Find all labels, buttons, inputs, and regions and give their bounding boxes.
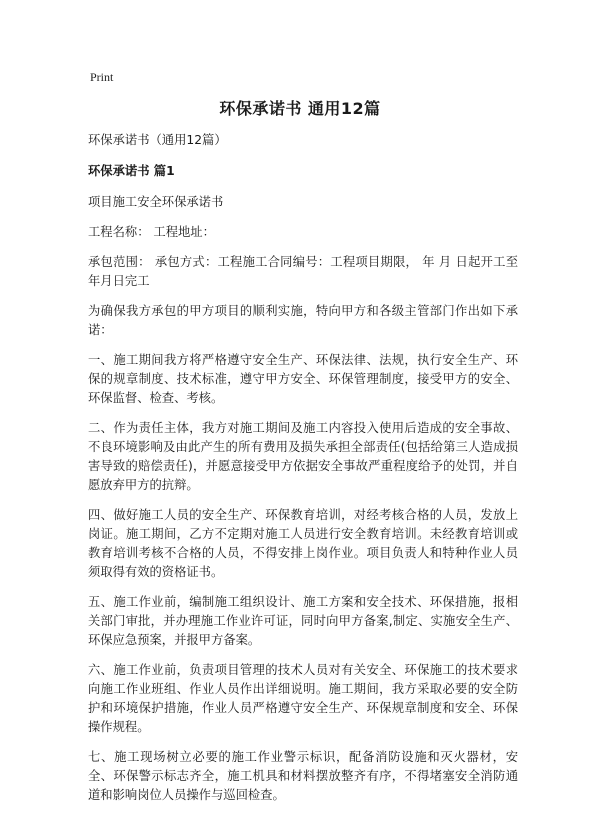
document-subtitle: 环保承诺书（通用12篇） [88,133,227,147]
paragraph-project-title: 项目施工安全环保承诺书 [88,195,224,209]
paragraph-clause-7: 七、施工现场树立必要的施工作业警示标识，配备消防设施和灭火器材，安全、环保警示标志齐全，施工机具和材料摆放整齐有序，不得堵塞安全消防通道和影响岗位人员操作与巡回检查。 [88,750,518,802]
document-body [88,131,518,816]
paragraph-clause-4: 四、做好施工人员的安全生产、环保教育培训，对经考核合格的人员，发放上岗证。施工期间，乙方不定期对施工人员进行安全教育培训。未经教育培训或教育培训考核不合格的人员，不得安排上岗作业。项目负责人和特种作业人员须取得有效的资格证书。 [88,508,518,579]
document-title: 环保承诺书 通用12篇 [219,99,381,118]
paragraph-clause-2: 二、作为责任主体，我方对施工期间及施工内容投入使用后造成的安全事故、不良环境影响及由此产生的所有费用及损失承担全部责任(包括给第三人造成损害导致的赔偿责任)，并愿意接受甲方依据安全事故严重程度给予的处罚，并自愿放弃甲方的抗辩。 [88,421,518,492]
paragraph-preamble: 为确保我方承包的甲方项目的顺利实施，特向甲方和各级主管部门作出如下承诺： [88,304,518,337]
section-heading: 环保承诺书 篇1 [88,164,175,178]
paragraph-project-name: 工程名称： 工程地址： [88,225,215,239]
print-label: Print [90,70,114,84]
paragraph-contract-scope: 承包范围： 承包方式：工程施工合同编号：工程项目期限， 年 月 日起开工至年月日完工 [88,255,518,288]
paragraph-clause-1: 一、施工期间我方将严格遵守安全生产、环保法律、法规，执行安全生产、环保的规章制度、技术标准，遵守甲方安全、环保管理制度，接受甲方的安全、环保监督、检查、考核。 [88,353,518,405]
paragraph-clause-6: 六、施工作业前，负责项目管理的技术人员对有关安全、环保施工的技术要求向施工作业班组、作业人员作出详细说明。施工期间，我方采取必要的安全防护和环境保护措施，作业人员严格遵守安全生产、环保规章制度和安全、环保操作规程。 [88,663,518,734]
paragraph-clause-5: 五、施工作业前，编制施工组织设计、施工方案和安全技术、环保措施，报相关部门审批，并办理施工作业许可证，同时向甲方备案,制定、实施安全生产、环保应急预案，并报甲方备案。 [88,595,518,647]
